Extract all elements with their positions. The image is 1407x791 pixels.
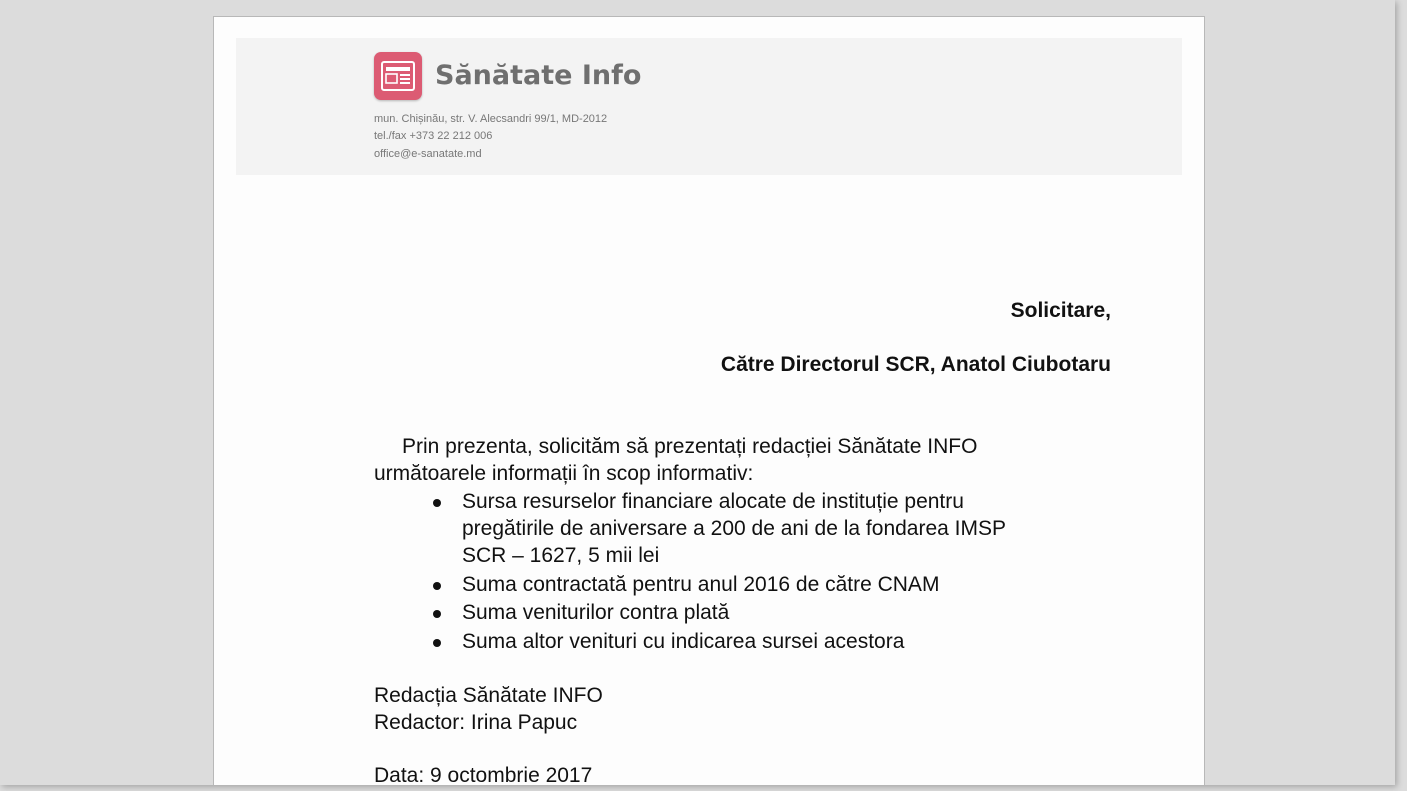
list-item — [374, 571, 1006, 598]
signature-block — [374, 682, 603, 736]
letter-heading: Solicitare, — [1010, 299, 1111, 322]
bullet-icon — [433, 499, 441, 507]
list-item-line: Suma contractată pentru anul 2016 de către CNAM — [462, 572, 940, 596]
intro-line: Prin prezenta, solicităm să prezentați redacției Sănătate INFO — [402, 435, 978, 458]
list-item-line: pregătirile de aniversare a 200 de ani de la fondarea IMSP — [462, 517, 1007, 540]
signature-editor: Redactor: Irina Papuc — [374, 711, 578, 734]
brand-name: Sănătate Info — [435, 60, 642, 91]
bullet-icon — [433, 610, 441, 618]
address: mun. Chișinău, str. V. Alecsandri 99/1, MD-2012 — [374, 113, 608, 125]
intro-line: următoarele informații în scop informativ: — [374, 462, 754, 485]
letterhead — [236, 38, 1182, 175]
list-item-line: Suma altor venituri cu indicarea sursei acestora — [462, 629, 905, 653]
signature-org: Redacția Sănătate INFO — [374, 684, 603, 707]
intro-paragraph — [374, 433, 977, 487]
newspaper-icon — [374, 52, 422, 100]
bullet-icon — [433, 639, 441, 647]
list-item — [374, 599, 1006, 626]
letter-date: Data: 9 octombrie 2017 — [374, 764, 593, 785]
list-item-line: Suma veniturilor contra plată — [462, 601, 730, 624]
list-item — [374, 628, 1006, 655]
list-item — [374, 488, 1006, 569]
letter-recipient: Către Directorul SCR, Anatol Ciubotaru — [720, 353, 1111, 376]
bullet-icon — [433, 582, 441, 590]
email: office@e-sanatate.md — [374, 148, 482, 160]
list-item-line: Sursa resurselor financiare alocate de instituție pentru — [462, 490, 964, 513]
request-list — [374, 488, 1006, 656]
document-page — [213, 16, 1205, 785]
list-item-line: SCR – 1627, 5 mii lei — [462, 544, 660, 567]
phone: tel./fax +373 22 212 006 — [374, 130, 493, 142]
